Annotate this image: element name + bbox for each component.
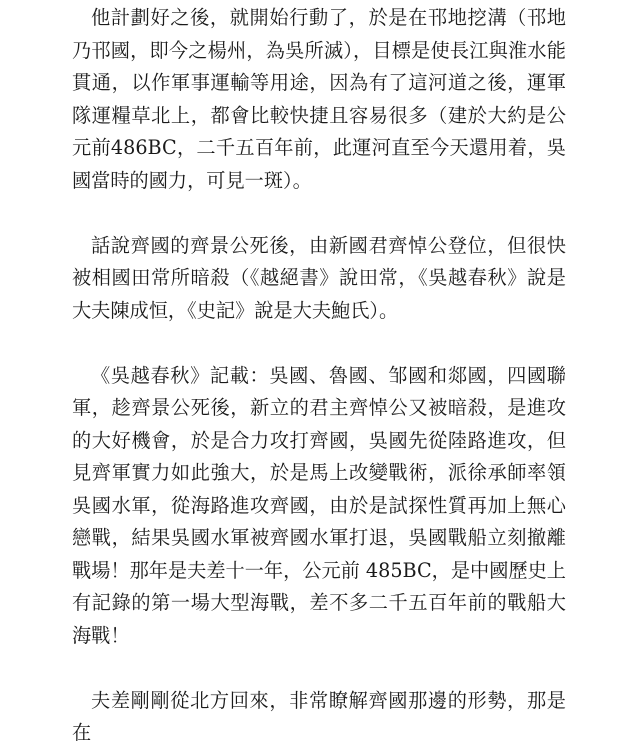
paragraph-canal: 他計劃好之後，就開始行動了，於是在邗地挖溝（邗地乃邗國，即今之楊州，為吳所滅），目標是使長江與淮水能貫通，以作軍事運輸等用途，因為有了這河道之後，運軍隊運糧草北上，都會比較快捷且容易很多（建於大約是公元前486BC，二千五百年前，此運河直至今天還用着，吳國當時的國力，可見一斑）。: [72, 6, 566, 192]
document-body: [72, 0, 566, 750]
paragraph-naval-battle: 《吳越春秋》記載：吳國、魯國、邹國和郯國，四國聯軍，趁齊景公死後，新立的君主齊悼公又被暗殺，是進攻的大好機會，於是合力攻打齊國，吳國先從陸路進攻，但見齊軍實力如此強大，於是馬上改變戰術，派徐承師率領吳國水軍，從海路進攻齊國，由於是試探性質再加上無心戀戰，結果吳國水軍被齊國水軍打退，吳國戰船立刻撤離戰場！那年是夫差十一年，公元前 485BC，是中國歷史上有記錄的第一場大型海戰，差不多二千五百年前的戰船大海戰！: [72, 363, 566, 647]
paragraph-qi-succession: 話說齊國的齊景公死後，由新國君齊悼公登位，但很快被相國田常所暗殺（《越絕書》說田常，《吳越春秋》說是大夫陳成恒，《史記》說是大夫鮑氏）。: [72, 233, 566, 322]
paragraph-fuchai-return: 夫差剛剛從北方回來，非常瞭解齊國那邊的形勢，那是在: [72, 688, 566, 744]
